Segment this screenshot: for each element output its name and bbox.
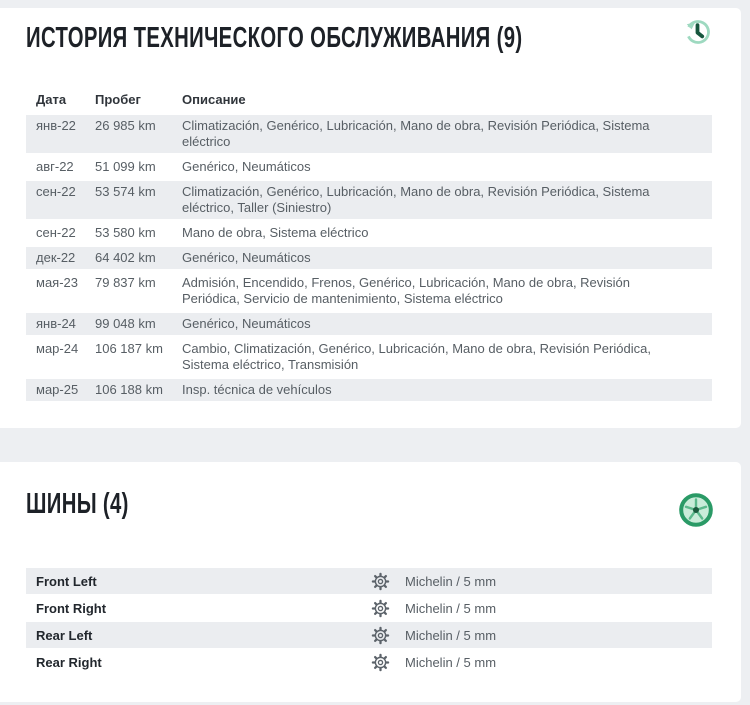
column-header-description: Описание — [182, 92, 246, 107]
service-date-cell: авг-22 — [36, 159, 74, 174]
tires-card — [0, 462, 741, 702]
service-date-cell: сен-22 — [36, 225, 76, 240]
service-history-title: ИСТОРИЯ ТЕХНИЧЕСКОГО ОБСЛУЖИВАНИЯ (9) — [26, 22, 523, 54]
service-history-card — [0, 8, 741, 428]
tire-row — [26, 595, 712, 621]
service-mileage-cell: 53 574 km — [95, 184, 156, 199]
column-header-date: Дата — [36, 92, 67, 107]
tire-row — [26, 622, 712, 648]
service-history-table — [26, 92, 712, 404]
service-history-row — [26, 379, 712, 401]
service-history-rows — [26, 115, 712, 401]
service-history-row — [26, 222, 712, 244]
history-icon — [684, 18, 712, 46]
service-description-cell: Insp. técnica de vehículos — [182, 382, 332, 397]
gear-icon — [371, 599, 390, 618]
service-description-cell: Admisión, Encendido, Frenos, Genérico, Lubricación, Mano de obra, Revisión Periódica, Servicio de mantenimiento, Sistema eléctrico — [182, 275, 631, 306]
service-history-row — [26, 338, 712, 376]
service-date-cell: сен-22 — [36, 184, 76, 199]
service-date-cell: янв-22 — [36, 118, 76, 133]
service-history-row — [26, 156, 712, 178]
service-date-cell: янв-24 — [36, 316, 76, 331]
service-mileage-cell: 51 099 km — [95, 159, 156, 174]
service-history-row — [26, 115, 712, 153]
service-date-cell: мар-25 — [36, 382, 79, 397]
service-mileage-cell: 106 187 km — [95, 341, 163, 356]
service-date-cell: дек-22 — [36, 250, 76, 265]
service-description-cell: Genérico, Neumáticos — [182, 159, 311, 174]
service-date-cell: мар-24 — [36, 341, 79, 356]
service-description-cell: Mano de obra, Sistema eléctrico — [182, 225, 369, 240]
tire-value: Michelin / 5 mm — [405, 627, 497, 643]
service-description-cell: Cambio, Climatización, Genérico, Lubricación, Mano de obra, Revisión Periódica, Sistema eléctrico, Transmisión — [182, 341, 651, 372]
service-mileage-cell: 99 048 km — [95, 316, 156, 331]
tire-value: Michelin / 5 mm — [405, 654, 497, 670]
service-description-cell: Genérico, Neumáticos — [182, 316, 311, 331]
service-history-row — [26, 247, 712, 269]
gear-icon — [371, 653, 390, 672]
tires-rows — [26, 568, 712, 676]
service-description-cell: Climatización, Genérico, Lubricación, Mano de obra, Revisión Periódica, Sistema eléctrico, Taller (Siniestro) — [182, 184, 650, 215]
service-history-header — [26, 92, 712, 108]
service-date-cell: мая-23 — [36, 275, 78, 290]
service-mileage-cell: 106 188 km — [95, 382, 163, 397]
tire-position-label: Front Left — [36, 573, 97, 589]
service-mileage-cell: 64 402 km — [95, 250, 156, 265]
tire-value: Michelin / 5 mm — [405, 573, 497, 589]
tire-position-label: Rear Left — [36, 627, 93, 643]
service-mileage-cell: 79 837 km — [95, 275, 156, 290]
service-description-cell: Genérico, Neumáticos — [182, 250, 311, 265]
service-history-row — [26, 313, 712, 335]
tire-position-label: Rear Right — [36, 654, 102, 670]
gear-icon — [371, 572, 390, 591]
service-mileage-cell: 26 985 km — [95, 118, 156, 133]
tire-row — [26, 568, 712, 594]
tire-row — [26, 649, 712, 675]
service-history-row — [26, 272, 712, 310]
tire-position-label: Front Right — [36, 600, 107, 616]
service-history-row — [26, 181, 712, 219]
tire-value: Michelin / 5 mm — [405, 600, 497, 616]
service-description-cell: Climatización, Genérico, Lubricación, Mano de obra, Revisión Periódica, Sistema eléctrico — [182, 118, 650, 149]
column-header-mileage: Пробег — [95, 92, 141, 107]
service-mileage-cell: 53 580 km — [95, 225, 156, 240]
tire-icon — [678, 492, 714, 528]
gear-icon — [371, 626, 390, 645]
tires-title: ШИНЫ (4) — [26, 488, 129, 520]
